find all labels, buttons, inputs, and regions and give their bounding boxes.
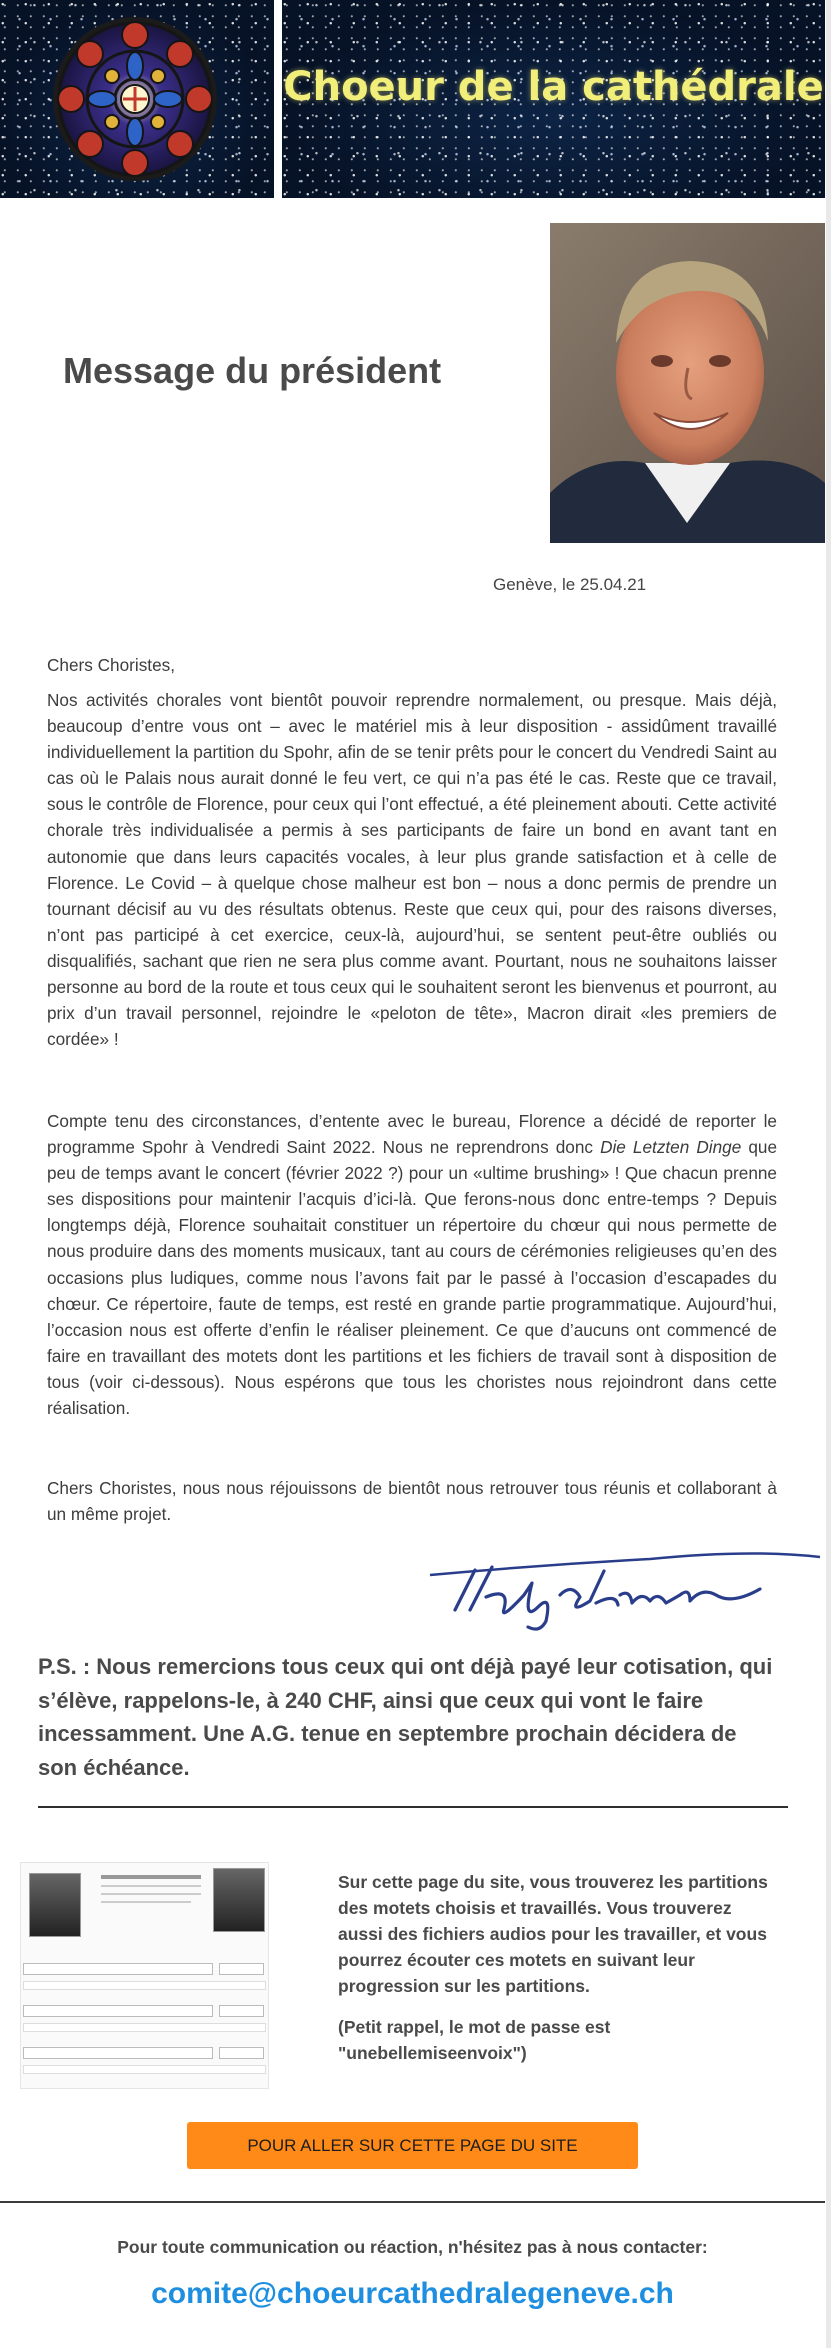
letter-greeting: Chers Choristes, [47, 655, 175, 675]
thumb-portrait-right [213, 1868, 265, 1932]
message-title: Message du président [63, 350, 442, 391]
go-to-site-page-button[interactable]: POUR ALLER SUR CETTE PAGE DU SITE [187, 2122, 638, 2169]
thumb-text-line [101, 1893, 201, 1895]
header-title-panel [282, 0, 825, 198]
ps-note: P.S. : Nous remercions tous ceux qui ont déjà payé leur cotisation, qui s’élève, rappelons-le, à 240 CHF, ainsi que ceux qui vont le faire incessamment. Une A.G. tenue en septembre prochain décidera de son échéance. [38, 1654, 773, 1780]
thumb-audio-row [23, 1981, 266, 1990]
section-divider [38, 1806, 788, 1808]
work-title-italic: Die Letzten Dinge [600, 1137, 742, 1158]
thumb-text-line [101, 1901, 191, 1903]
thumb-score-button [219, 2005, 264, 2017]
thumb-audio-row [23, 2023, 266, 2032]
thumb-motet-row [23, 2005, 213, 2017]
letter-paragraph-2 [47, 1108, 777, 1421]
header-rose-window-panel [0, 0, 274, 198]
letter-date: Genève, le 25.04.21 [493, 575, 647, 594]
thumb-score-button [219, 1963, 264, 1975]
thumb-text-line [101, 1885, 201, 1887]
thumb-audio-row [23, 2065, 266, 2074]
footer-divider [0, 2201, 825, 2203]
contact-email-link[interactable]: comite@choeurcathedralegeneve.ch [151, 2277, 674, 2310]
paragraph-2-text-start: Compte tenu des circonstances, d’entente avec le bureau, Florence a décidé de reporter le programme Spohr à Vendredi Saint 2022. Nous ne reprendrons donc [47, 1111, 777, 1158]
president-portrait [550, 223, 825, 543]
password-reminder: (Petit rappel, le mot de passe est "unebellemiseenvoix") [338, 2017, 611, 2064]
thumb-heading-line [101, 1875, 201, 1879]
letter-paragraph-1: Nos activités chorales vont bientôt pouvoir reprendre normalement, ou presque. Mais déjà, beaucoup d’entre vous ont – avec le matériel mis à leur disposition - assidûment travaillé individuellement la partition du Spohr, afin de se tenir prêts pour le concert du Vendredi Saint au cas où le Palais nous aurait donné le feu vert, ce qui n’a pas été le cas. Reste que ce travail, sous le contrôle de Florence, pour ceux qui l’ont effectué, a été pleinement abouti. Cette activité chorale très individualisée a permis à ses participants de faire un bond en avant tant en autonomie que dans leurs capacités vocales, à leur plus grande satisfaction et à celle de Florence. Le Covid – à quelque chose malheur est bon – nous a donc permis de prendre un tournant décisif au vu des résultats obtenus. Reste que ceux qui, pour des raisons diverses, n’ont pas participé à cet exercice, ceux-là, aujourd’hui, se sentent peut-être oubliés ou disqualifiés, sachant que rien ne sera plus comme avant. Pourtant, nous ne souhaitons laisser personne au bord de la route et tous ceux qui le souhaitent seront les bienvenus et pourront, au prix d’un travail personnel, rejoindre le «peloton de tête», Macron dirait «les premiers de cordée» ! [47, 690, 777, 1050]
thumb-motet-row [23, 1963, 213, 1975]
letter-paragraph-3: Chers Choristes, nous nous réjouissons de bientôt nous retrouver tous réunis et collaborant à un même projet. [47, 1478, 777, 1525]
newsletter-header [0, 0, 825, 198]
scores-page-preview-image[interactable] [20, 1862, 269, 2089]
rose-window-logo [50, 14, 220, 184]
president-signature [420, 1535, 825, 1635]
scores-description: Sur cette page du site, vous trouverez les partitions des motets choisis et travaillés. Vous trouverez aussi des fichiers audios pour les travailler, et vous pourrez écouter ces motets en suivant leur progression sur les partitions. [338, 1872, 768, 1997]
choir-title: Choeur de la cathédrale [283, 64, 824, 110]
page-scrollbar[interactable] [826, 0, 831, 2348]
contact-label: Pour toute communication ou réaction, n'hésitez pas à nous contacter: [117, 2237, 708, 2257]
thumb-score-button [219, 2047, 264, 2059]
paragraph-2-text-end: que peu de temps avant le concert (février 2022 ?) pour un «ultime brushing» ! Que chacun prenne ses dispositions pour maintenir l’acquis d’ici-là. Que ferons-nous donc entre-temps ? Depuis longtemps déjà, Florence souhaitait constituer un répertoire du chœur qui nous permette de nous produire dans des moments musicaux, tant au cours de cérémonies religieuses qu’en des occasions plus ludiques, comme nous l’avons fait par le passé à l’occasion d’escapades du chœur. Ce répertoire, faute de temps, est resté en grande partie programmatique. Aujourd’hui, l’occasion nous est offerte d’enfin le réaliser pleinement. Ce que d’aucuns ont commencé de faire en travaillant des motets dont les partitions et les fichiers de travail sont à disposition de tous (voir ci-dessous). Nous espérons que tous les choristes nous rejoindront dans cette réalisation. [47, 1137, 777, 1419]
thumb-portrait-left [29, 1873, 81, 1937]
thumb-motet-row [23, 2047, 213, 2059]
